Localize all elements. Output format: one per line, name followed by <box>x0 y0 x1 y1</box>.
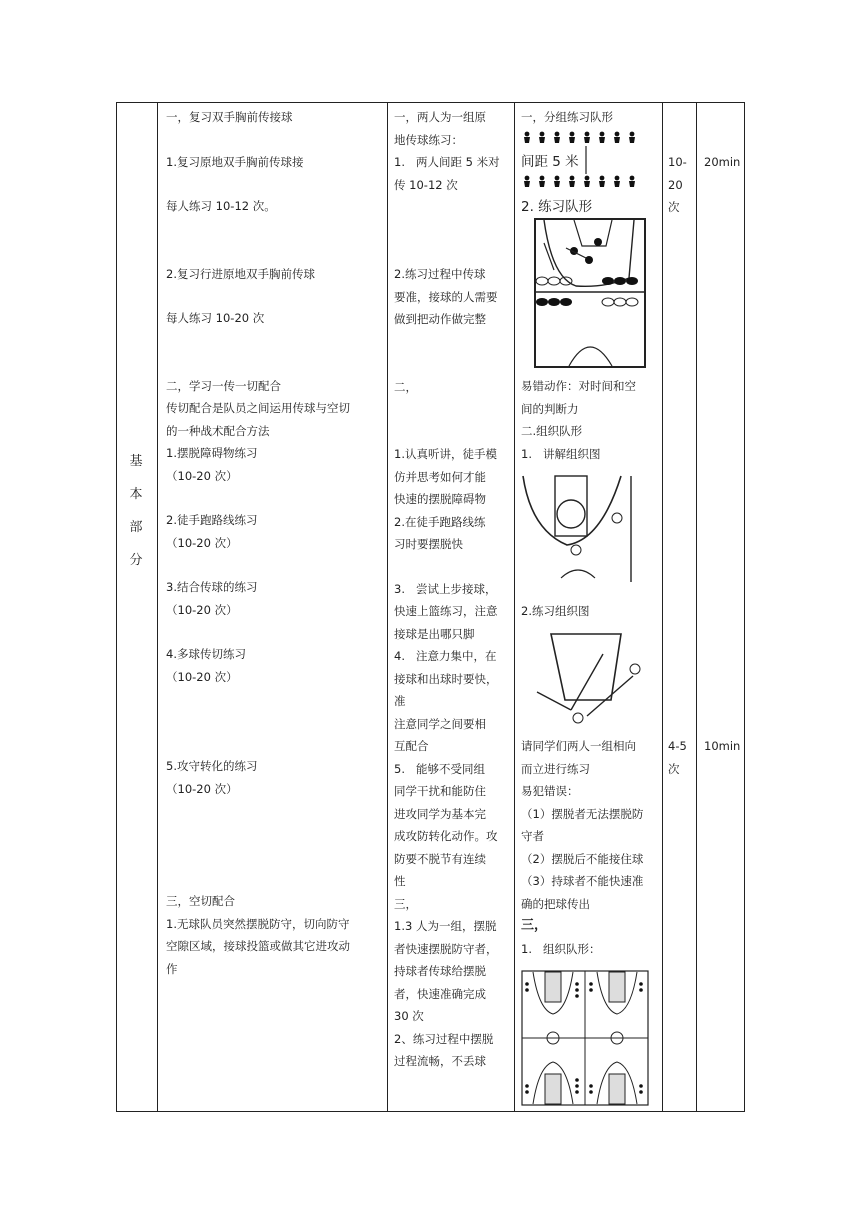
reps-first <box>668 151 694 219</box>
student-figure <box>539 137 545 143</box>
req-line: 2、练习过程中摆脱 <box>394 1031 494 1046</box>
student-row <box>524 132 635 143</box>
content-line: （10-20 次） <box>166 535 238 550</box>
court-diagram <box>534 218 646 368</box>
organization-column <box>521 106 661 129</box>
req-line: 准 <box>394 694 406 708</box>
student-figure <box>524 181 530 187</box>
content-line: 1.无球队员突然摆脱防守，切向防守 <box>166 916 350 931</box>
formation-diagram <box>521 130 641 192</box>
key-area <box>551 634 621 700</box>
content-line: 的一种战术配合方法 <box>166 423 270 438</box>
student-figure <box>525 176 530 181</box>
three-point-line <box>523 476 621 545</box>
bottom-arc <box>569 347 612 366</box>
student-figure <box>539 181 545 187</box>
content-line: 空隙区域，接球投篮或做其它进攻动 <box>166 939 350 953</box>
practice-diagram <box>521 630 651 730</box>
reps-second <box>668 735 694 780</box>
req-line: 1.3 人为一组，摆脱 <box>394 919 497 933</box>
content-line: 一，复习双手胸前传接球 <box>166 110 293 124</box>
content-line: 2.复习行进原地双手胸前传球 <box>166 266 315 281</box>
content-line: （10-20 次） <box>166 669 238 684</box>
content-line: 1.复习原地双手胸前传球接 <box>166 154 304 169</box>
student-figure <box>630 132 635 137</box>
content-line: 4.多球传切练习 <box>166 647 246 661</box>
req-line: 过程流畅，不丢球 <box>394 1054 486 1068</box>
req-line: 做到把动作做完整 <box>394 312 486 326</box>
section-char: 基 <box>129 454 143 469</box>
req-line: 成攻防转化动作。攻 <box>394 829 498 843</box>
student-figure <box>585 132 590 137</box>
reps-line: 10- <box>668 155 687 169</box>
org-line: 二.组织队形 <box>521 424 583 438</box>
content-line: （10-20 次） <box>166 602 238 617</box>
player-dot <box>585 256 593 264</box>
req-line: 者，快速准确完成 <box>394 986 486 1001</box>
free-throw-circle <box>557 500 585 528</box>
content-line: 1.摆脱障碍物练习 <box>166 446 258 460</box>
req-line: 4. 注意力集中，在 <box>394 649 497 663</box>
cut-arrow <box>571 654 603 710</box>
org-line: 守者 <box>521 829 544 843</box>
court-outline <box>535 219 645 367</box>
student-figure <box>524 137 530 143</box>
column-divider <box>387 102 388 1112</box>
org-line: （3）持球者不能快速准 <box>521 874 644 888</box>
content-line: 作 <box>166 961 178 976</box>
pass-arrow <box>587 676 633 716</box>
student-figure <box>629 181 635 187</box>
time-second: 10min <box>704 739 741 753</box>
req-line: 二， <box>394 379 417 394</box>
time-first: 20min <box>704 155 741 169</box>
student-figure <box>554 137 560 143</box>
student-figure <box>615 176 620 181</box>
req-line: 防要不脱节有连续 <box>394 851 486 866</box>
content-line: 三，空切配合 <box>166 894 235 908</box>
student-figure <box>554 181 560 187</box>
lesson-table <box>116 102 745 1112</box>
table-border-top <box>116 102 745 103</box>
player-marker <box>573 713 583 723</box>
section-char: 分 <box>129 553 143 568</box>
three-point-line <box>544 220 634 286</box>
student-figure <box>629 137 635 143</box>
content-column <box>166 106 384 980</box>
req-line: 一，两人为一组原 <box>394 110 486 124</box>
column-divider <box>662 102 663 1112</box>
key-area <box>574 220 612 246</box>
content-line: 二，学习一传一切配合 <box>166 378 281 393</box>
table-border-bottom <box>116 1111 745 1112</box>
req-line: 快速上篮练习，注意 <box>394 604 498 618</box>
req-line: 持球者传球给摆脱 <box>394 964 486 978</box>
student-figure <box>569 137 575 143</box>
reps-line: 4-5 <box>668 739 687 753</box>
org-line: 确的把球传出 <box>521 896 590 911</box>
student-figure <box>599 137 605 143</box>
pass-arrow <box>537 692 571 710</box>
content-line: （10-20 次） <box>166 781 238 796</box>
req-line: 1. 两人间距 5 米对 <box>394 155 500 169</box>
student-figure <box>570 132 575 137</box>
req-line: 接球是出哪只脚 <box>394 626 475 641</box>
req-line: 传 10-12 次 <box>394 177 458 192</box>
req-line: 互配合 <box>394 739 429 753</box>
req-line: 注意同学之间要相 <box>394 716 486 731</box>
req-line: 5. 能够不受同组 <box>394 761 485 776</box>
column-divider <box>696 102 697 1112</box>
org-line: 2.练习组织图 <box>521 604 590 618</box>
req-line: 3. 尝试上步接球， <box>394 581 497 596</box>
table-border-left <box>116 102 117 1112</box>
student-figure <box>555 176 560 181</box>
student-figure <box>614 181 620 187</box>
student-figure <box>615 132 620 137</box>
student-figure <box>540 176 545 181</box>
req-line: 30 次 <box>394 1009 424 1023</box>
student-figure <box>585 176 590 181</box>
player-marker <box>612 513 622 523</box>
section-char: 部 <box>129 520 143 535</box>
student-figure <box>540 132 545 137</box>
req-line: 同学干扰和能防住 <box>394 784 486 798</box>
student-figure <box>600 132 605 137</box>
req-line: 地传球练习： <box>394 132 463 147</box>
content-line: 每人练习 10-20 次 <box>166 311 265 325</box>
student-figure <box>614 137 620 143</box>
org-line: 请同学们两人一组相向 <box>521 739 636 753</box>
player-marker <box>571 545 581 555</box>
req-line: 接球和出球时要快， <box>394 671 498 686</box>
content-line: 5.攻守转化的练习 <box>166 759 258 773</box>
key-area <box>545 972 561 1002</box>
org-line: （1）摆脱者无法摆脱防 <box>521 806 644 821</box>
key-area <box>609 1074 625 1104</box>
content-line: 每人练习 10-12 次。 <box>166 199 276 213</box>
req-line: 1.认真听讲，徒手模 <box>394 447 497 461</box>
org-line: 1. 组织队形： <box>521 941 601 956</box>
req-line: 快速的摆脱障碍物 <box>394 492 486 506</box>
req-line: 者快速摆脱防守者， <box>394 941 498 956</box>
column-divider <box>514 102 515 1112</box>
req-line: 2.在徒手跑路线练 <box>394 514 486 529</box>
requirements-column <box>394 106 512 1073</box>
content-line: 2.徒手跑路线练习 <box>166 513 258 527</box>
org-line: 2. 练习队形 <box>521 199 593 215</box>
req-line: 要准，接球的人需要 <box>394 289 498 304</box>
player-dot <box>594 238 602 246</box>
key-area <box>545 1074 561 1104</box>
req-line: 进攻同学为基本完 <box>394 806 486 821</box>
org-line: 三， <box>521 918 548 933</box>
req-line: 习时要摆脱快 <box>394 537 463 551</box>
key-area <box>609 972 625 1002</box>
student-figure <box>630 176 635 181</box>
org-line: 而立进行练习 <box>521 761 590 776</box>
player-marker <box>630 664 640 674</box>
req-line: 性 <box>394 874 406 888</box>
student-figure <box>570 176 575 181</box>
reps-line: 次 <box>668 200 680 214</box>
req-line: 2.练习过程中传球 <box>394 267 486 281</box>
organization-errors <box>521 735 661 960</box>
reps-line: 20 <box>668 177 683 192</box>
spacing-label: 间距 5 米 <box>521 154 579 170</box>
student-figure <box>525 132 530 137</box>
student-row <box>524 176 635 187</box>
content-line: （10-20 次） <box>166 468 238 483</box>
organization-notes <box>521 375 661 465</box>
content-line: 3.结合传球的练习 <box>166 580 258 594</box>
explanation-diagram <box>521 470 633 582</box>
org-line: 易犯错误： <box>521 784 579 798</box>
org-line: 1. 讲解组织图 <box>521 446 601 461</box>
section-char: 本 <box>129 487 143 502</box>
student-figure <box>599 181 605 187</box>
bottom-arc <box>561 570 595 578</box>
student-figure <box>584 137 590 143</box>
reps-line: 次 <box>668 761 680 776</box>
formation-courts <box>521 970 649 1106</box>
student-figure <box>600 176 605 181</box>
org-line: 间的判断力 <box>521 401 579 416</box>
req-line: 三， <box>394 896 417 911</box>
req-line: 仿并思考如何才能 <box>394 469 486 484</box>
org-line: 一，分组练习队形 <box>521 110 613 124</box>
org-line: （2）摆脱后不能接住球 <box>521 851 644 866</box>
student-figure <box>569 181 575 187</box>
content-line: 传切配合是队员之间运用传球与空切 <box>166 401 350 415</box>
student-figure <box>584 181 590 187</box>
table-border-right <box>744 102 745 1112</box>
column-divider <box>157 102 158 1112</box>
student-figure <box>555 132 560 137</box>
org-line: 易错动作：对时间和空 <box>521 379 636 393</box>
